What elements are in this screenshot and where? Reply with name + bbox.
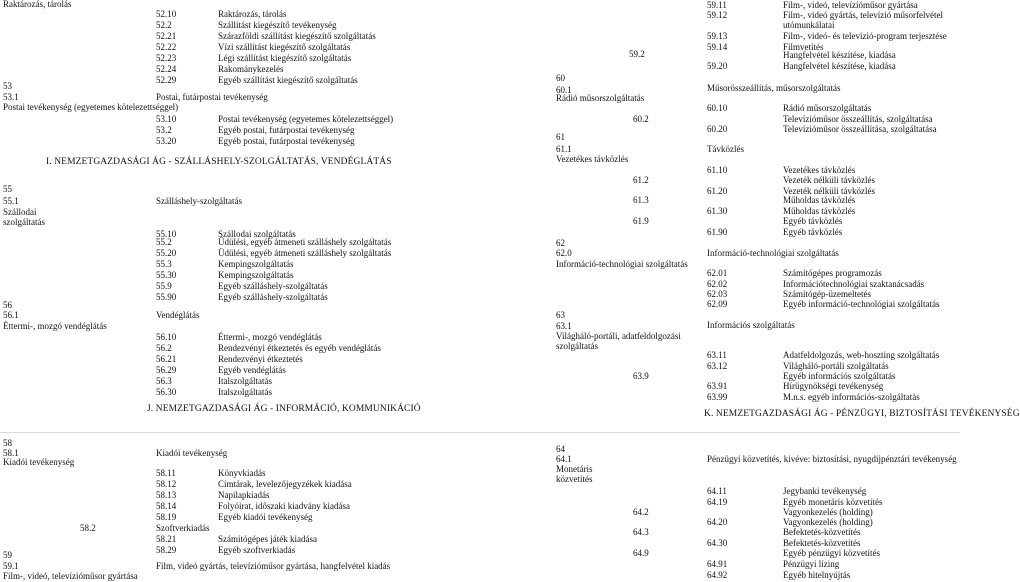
group-code: 62.0 — [556, 248, 572, 258]
text-line: Szárazföldi szállítást kiegészítő szolgáltatás — [218, 31, 376, 41]
group-code: 60.1 — [556, 85, 572, 95]
code: 53.2 — [156, 125, 172, 135]
text-line: Adatfeldolgozás, web-hoszting szolgáltatás — [783, 350, 940, 360]
group-code: 63.9 — [633, 371, 649, 381]
text-line: Világháló-portáli szolgáltatás — [783, 361, 889, 371]
text-line: Film-, videó- és televízió-program terjesztése — [783, 31, 947, 41]
text-line: Légi szállítást kiegészítő szolgáltatás — [218, 53, 352, 63]
code: 64.30 — [707, 538, 728, 548]
code: 56.30 — [156, 387, 177, 397]
group-code: 61.9 — [633, 216, 649, 226]
group-title: Monetáris — [556, 464, 593, 474]
code: 52.21 — [156, 31, 177, 41]
text-line: Műholdas távközlés — [783, 195, 856, 205]
group-header: Műsorösszeállítás, műsorszolgáltatás — [707, 83, 841, 93]
division-code: 56 — [3, 300, 12, 310]
code: 59.12 — [707, 10, 728, 20]
text-line: Rendezvényi étkeztetés és egyéb vendéglátás — [218, 343, 381, 353]
code: 53.20 — [156, 136, 177, 146]
text-line: Szállodai szolgáltatás — [218, 229, 296, 239]
text-line: Rádió műsorszolgáltatás — [783, 103, 872, 113]
code: 62.01 — [707, 268, 728, 278]
text-line: Vagyonkezelés (holding) — [783, 517, 873, 527]
division-code: 59 — [3, 550, 12, 560]
text-line: Televízióműsor összeállítás, szolgáltatása — [783, 114, 933, 124]
group-title: Világháló-portáli, adatfeldolgozási — [556, 331, 681, 341]
text-line: Vagyonkezelés (holding) — [783, 507, 873, 517]
text-line: Egyéb távközlés — [783, 216, 843, 226]
group-code: 64.3 — [633, 527, 649, 537]
text-line: Televízióműsor összeállítása, szolgáltatása — [783, 124, 937, 134]
text-line: Befektetés-közvetítés — [783, 527, 861, 537]
text-line: Üdülési, egyéb átmeneti szálláshely szolgáltatás — [218, 237, 392, 247]
group-title: Kiadói tevékenység — [156, 448, 228, 458]
code: 62.03 — [707, 289, 728, 299]
group-title: Postai, futárpostai tevékenység — [156, 92, 268, 102]
division-code: 55 — [3, 184, 12, 194]
code: 56.21 — [156, 354, 177, 364]
code: 52.10 — [156, 9, 177, 19]
code: 58.2 — [80, 523, 96, 533]
code: 61.20 — [707, 186, 728, 196]
text-line: Egyéb szálláshely-szolgáltatás — [218, 292, 328, 302]
text-line: Üdülési, egyéb átmeneti szálláshely szolgáltatás — [218, 248, 392, 258]
code: 56.29 — [156, 365, 177, 375]
code: 62.02 — [707, 279, 728, 289]
text-line: Kempingszolgáltatás — [218, 270, 294, 280]
text-line: Egyéb postai, futárpostai tevékenység — [218, 136, 355, 146]
code: 55.20 — [156, 248, 177, 258]
text-line: Kempingszolgáltatás — [218, 259, 294, 269]
group-code: 59.1 — [3, 561, 19, 571]
group-code: 64.2 — [633, 507, 649, 517]
code: 52.23 — [156, 53, 177, 63]
text-line: Vezeték nélküli távközlés — [783, 175, 875, 185]
text-line: Hírügynökségi tevékenység — [783, 381, 884, 391]
text-line: Jegybanki tevékenység — [783, 486, 867, 496]
code: 63.99 — [707, 392, 728, 402]
text-line: Szoftverkiadás — [156, 523, 210, 533]
code: 56.2 — [156, 343, 172, 353]
text-line: Italszolgáltatás — [218, 376, 272, 386]
text-line: Szállítást kiegészítő tevékenység — [218, 20, 337, 30]
division-code: 64 — [556, 444, 565, 454]
text-line: Egyéb szoftverkiadás — [218, 545, 296, 555]
text-line: Rendezvényi étkeztetés — [218, 354, 303, 364]
group-code: 61.3 — [633, 195, 649, 205]
division-code: 53 — [3, 81, 12, 91]
text-line: Vezetékes távközlés — [783, 165, 856, 175]
text-line: Számítógép-üzemeltetés — [783, 289, 871, 299]
group-header: Pénzügyi közvetítés, kivéve: biztosítási, nyugdíjpénztári tevékenység — [707, 454, 957, 464]
text-line: Egyéb hitelnyújtás — [783, 570, 851, 580]
code: 58.12 — [156, 479, 177, 489]
group-code: 58.1 — [3, 448, 19, 458]
text-line: Könyvkiadás — [218, 468, 266, 478]
text-line: Egyéb monetáris közvetítés — [783, 497, 883, 507]
group-code: 61.1 — [556, 144, 572, 154]
code: 63.11 — [707, 350, 727, 360]
code: 63.91 — [707, 381, 728, 391]
group-code: 64.1 — [556, 454, 572, 464]
text-line: Számítógépes programozás — [783, 268, 882, 278]
text-line: Film-, videó, televízióműsor gyártása — [783, 0, 918, 10]
side-label: Szállodai — [3, 207, 37, 217]
text-line: Egyéb információ-technológiai szolgáltatás — [783, 299, 940, 309]
group-code: 63.1 — [556, 321, 572, 331]
code: 58.21 — [156, 534, 177, 544]
text-line: Egyéb távközlés — [783, 227, 843, 237]
text-line: Vezeték nélküli távközlés — [783, 186, 875, 196]
code: 59.11 — [707, 0, 727, 10]
group-title: Postai tevékenység (egyetemes kötelezettséggel) — [3, 102, 179, 112]
group-code: 59.2 — [629, 49, 645, 59]
text-line: Filmvetítés — [783, 42, 824, 52]
code: 59.14 — [707, 42, 728, 52]
code: 56.3 — [156, 376, 172, 386]
code: 58.11 — [156, 468, 176, 478]
text-line: Címtárak, levelezőjegyzékek kiadása — [218, 479, 352, 489]
group-header: Távközlés — [707, 144, 744, 154]
section-heading: I. NEMZETGAZDASÁGI ÁG - SZÁLLÁSHELY-SZOLGÁLTATÁS, VENDÉGLÁTÁS — [46, 157, 392, 167]
code: 56.10 — [156, 332, 177, 342]
code: 61.10 — [707, 165, 728, 175]
division-code: 61 — [556, 132, 565, 142]
text-line: Hangfelvétel készítése, kiadása — [783, 61, 896, 71]
text-line: Napilapkiadás — [218, 490, 270, 500]
group-title: Vezetékes távközlés — [556, 154, 629, 164]
section-heading: K. NEMZETGAZDASÁGI ÁG - PÉNZÜGYI, BIZTOSÍTÁSI TEVÉKENYSÉG — [704, 409, 1020, 419]
text-line: Italszolgáltatás — [218, 387, 272, 397]
code: 63.12 — [707, 361, 728, 371]
side-label: Kiadói tevékenység — [3, 457, 75, 467]
group-title: Szálláshely-szolgáltatás — [156, 196, 242, 206]
division-code: 60 — [556, 73, 565, 83]
text-line: Egyéb információs szolgáltatás — [783, 371, 896, 381]
code: 52.29 — [156, 75, 177, 85]
text-line: Rakománykezelés — [218, 64, 284, 74]
text-line: Postai tevékenység (egyetemes kötelezettséggel) — [218, 114, 394, 124]
code: 64.91 — [707, 559, 728, 569]
group-code: 53.1 — [3, 92, 19, 102]
text-line: Egyéb vendéglátás — [218, 365, 286, 375]
group-title: Rádió műsorszolgáltatás — [556, 93, 645, 103]
group-code: 64.9 — [633, 548, 649, 558]
code: 55.30 — [156, 270, 177, 280]
group-code: 61.2 — [633, 175, 649, 185]
code: 61.30 — [707, 206, 728, 216]
text-line: Egyéb kiadói tevékenység — [218, 512, 313, 522]
text-line: Információtechnológiai szaktanácsadás — [783, 279, 925, 289]
code: 55.9 — [156, 281, 172, 291]
group-title: Film, videó gyártás, televízióműsor gyártása, hangfelvétel kiadás — [156, 561, 391, 571]
group-title: Információ-technológiai szolgáltatás — [556, 259, 688, 269]
text-line: Számítógépes játék kiadása — [218, 534, 317, 544]
text-line: Raktározás, tárolás — [218, 9, 287, 19]
group-code: 55.1 — [3, 196, 19, 206]
code: 58.19 — [156, 512, 177, 522]
group-code: 60.2 — [633, 114, 649, 124]
text-line: Pénzügyi lízing — [783, 559, 840, 569]
group-header: Információ-technológiai szolgáltatás — [707, 248, 839, 258]
code: 64.11 — [707, 486, 727, 496]
text-line: Éttermi-, mozgó vendéglátás — [218, 332, 322, 342]
group-header: Információs szolgáltatás — [707, 320, 795, 330]
group-code: 56.1 — [3, 310, 19, 320]
group-title: közvetítés — [556, 474, 593, 484]
code: 55.2 — [156, 237, 172, 247]
code: 62.09 — [707, 299, 728, 309]
code: 58.14 — [156, 501, 177, 511]
text-line: Film-, videó gyártás, televízió műsorfelvétel — [783, 10, 943, 20]
code: 61.90 — [707, 227, 728, 237]
side-label: szolgáltatás — [3, 217, 45, 227]
code: 52.2 — [156, 20, 172, 30]
text-line: Vízi szállítást kiegészítő szolgáltatás — [218, 42, 351, 52]
side-label: Éttermi-, mozgó vendéglátás — [3, 321, 107, 331]
text-line: M.n.s. egyéb információs-szolgáltatás — [783, 392, 920, 402]
group-title: Vendéglátás — [156, 310, 200, 320]
text-line: Egyéb szállítást kiegészítő szolgáltatás — [218, 75, 358, 85]
section-heading: J. NEMZETGAZDASÁGI ÁG - INFORMÁCIÓ, KOMMUNIKÁCIÓ — [147, 404, 421, 414]
code: 58.13 — [156, 490, 177, 500]
code: 52.24 — [156, 64, 177, 74]
group-title: szolgáltatás — [556, 341, 598, 351]
code: 64.20 — [707, 517, 728, 527]
text-line: Műholdas távközlés — [783, 206, 856, 216]
code: 59.20 — [707, 61, 728, 71]
text-line: Folyóirat, időszaki kiadvány kiadása — [218, 501, 350, 511]
page-divider — [0, 432, 960, 433]
text-line: Hangfelvétel készítése, kiadása — [783, 50, 896, 60]
code: 52.22 — [156, 42, 177, 52]
code: 58.29 — [156, 545, 177, 555]
code: 64.92 — [707, 570, 728, 580]
code: 60.10 — [707, 103, 728, 113]
division-code: 58 — [3, 438, 12, 448]
code: 60.20 — [707, 124, 728, 134]
code: 55.90 — [156, 292, 177, 302]
text-line: Egyéb szálláshely-szolgáltatás — [218, 281, 328, 291]
text-line: Raktározás, tárolás — [3, 0, 72, 9]
text-line: utómunkálatai — [783, 20, 835, 30]
code: 59.13 — [707, 31, 728, 41]
text-line: Befektetés-közvetítés — [783, 538, 861, 548]
text-line: Egyéb postai, futárpostai tevékenység — [218, 125, 355, 135]
code: 53.10 — [156, 114, 177, 124]
division-code: 62 — [556, 238, 565, 248]
code: 64.19 — [707, 497, 728, 507]
code: 55.3 — [156, 259, 172, 269]
text-line: Egyéb pénzügyi közvetítés — [783, 548, 880, 558]
side-label: Film-, videó, televízióműsor gyártása — [3, 571, 138, 581]
code: 55.10 — [156, 229, 177, 239]
division-code: 63 — [556, 310, 565, 320]
